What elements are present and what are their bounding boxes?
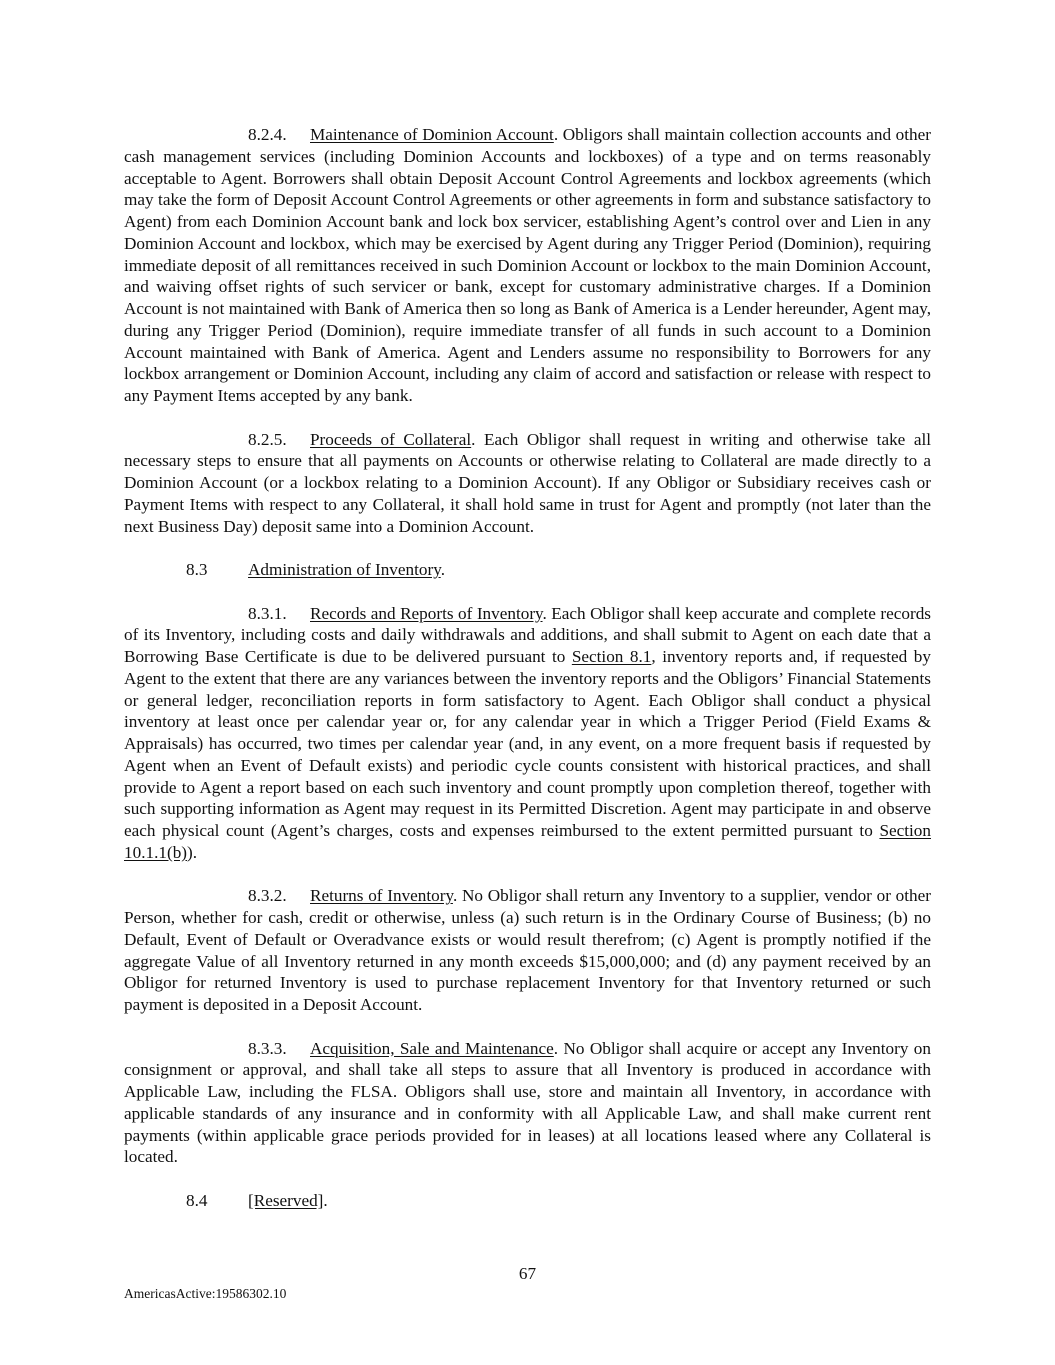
- section-number: 8.2.4.: [248, 125, 287, 144]
- document-id: AmericasActive:19586302.10: [124, 1286, 287, 1301]
- section-body-part-a: . Each Obligor shall keep accurate and complete records of its Inventory, including costs and daily withdrawals and additions, and shall submit to Agent on each date that a Borrowing Base Certificate is due to be delivered pursuant to: [124, 603, 931, 666]
- section-title-suffix: .: [440, 560, 445, 579]
- section-title-suffix: .: [323, 1190, 328, 1210]
- section-8-2-5: [124, 429, 931, 538]
- document-page: [124, 124, 931, 1233]
- section-body-part-b: , inventory reports and, if requested by Agent to the extent that there are any variances between the inventory reports and the Obligors’ Financial Statements or general ledger, reconciliation reports in form satisfactory to Agent. Each Obligor shall conduct a physical inventory at least once per calendar year or, for any calendar year in which a Trigger Period (Field Exams & Appraisals) has occurred, two times per calendar year (and, in any event, on a more frequent basis if requested by Agent when an Event of Default exists) and periodic cycle counts consistent with historical practices, and shall provide to Agent a report based on each such inventory and count promptly upon completion thereof, together with such supporting information as Agent may request in its Permitted Discretion. Agent may participate in and observe each physical count (Agent’s charges, costs and expenses reimbursed to the extent permitted pursuant to: [124, 647, 931, 840]
- section-title: Records and Reports of Inventory: [310, 603, 543, 623]
- section-title: Administration of Inventory: [248, 560, 441, 579]
- section-8-3-2: [124, 885, 931, 1016]
- section-number: 8.2.5.: [248, 429, 287, 449]
- section-8-4-heading: [124, 1190, 931, 1212]
- cross-reference-section-8-1[interactable]: Section 8.1: [571, 647, 652, 666]
- section-title: Maintenance of Dominion Account: [310, 125, 554, 144]
- section-8-2-4: [124, 124, 931, 407]
- section-8-3-heading: [124, 559, 931, 581]
- page-number: 67: [518, 1264, 537, 1283]
- section-title: Proceeds of Collateral: [310, 429, 472, 449]
- section-number: 8.4: [186, 1190, 208, 1210]
- section-body: . No Obligor shall return any Inventory to a supplier, vendor or other Person, whether for cash, credit or otherwise, unless (a) such return is in the Ordinary Course of Business; (b) no Default, Event of Default or Overadvance exists or would result therefrom; (c) Agent is promptly notified if the aggregate Value of all Inventory returned in any month exceeds $15,000,000; and (d) any payment received by an Obligor for returned Inventory is used to purchase replacement Inventory for that Inventory returned or such payment is deposited in a Deposit Account.: [124, 886, 931, 1014]
- section-number: 8.3.3.: [248, 1038, 287, 1058]
- section-body: . No Obligor shall acquire or accept any Inventory on consignment or approval, and shall take all steps to assure that all Inventory is produced in accordance with Applicable Law, including the FLSA. Obligors shall use, store and maintain all Inventory, in accordance with applicable standards of any insurance and in conformity with all Applicable Law, and shall make current rent payments (within applicable grace periods provided for in leases) at all locations leased where any Collateral is located.: [124, 1038, 931, 1167]
- section-title: [Reserved]: [248, 1190, 324, 1210]
- section-body-part-c: ).: [187, 842, 198, 862]
- section-body: . Obligors shall maintain collection accounts and other cash management services (including Dominion Accounts and lockboxes) of a type and on terms reasonably acceptable to Agent. Borrowers shall obtain Deposit Account Control Agreements and lockbox agreements (which may take the form of Deposit Account Control Agreements or other agreements in form and substance satisfactory to Agent) from each Dominion Account bank and lock box servicer, establishing Agent’s control over and Lien in any Dominion Account and lockbox, which may be exercised by Agent during any Trigger Period (Dominion), requiring immediate deposit of all remittances received in such Dominion Account or lockbox to the main Dominion Account, and waiving offset rights of such servicer or bank, except for customary administrative charges. If a Dominion Account is not maintained with Bank of America then so long as Bank of America is a Lender hereunder, Agent may, during any Trigger Period (Dominion), require immediate transfer of all funds in such account to a Dominion Account maintained with Bank of America. Agent and Lenders assume no responsibility to Borrowers for any lockbox arrangement or Dominion Account, including any claim of accord and satisfaction or release with respect to any Payment Items accepted by any bank.: [124, 125, 931, 405]
- section-body: . Each Obligor shall request in writing and otherwise take all necessary steps to ensure that all payments on Accounts or otherwise relating to Collateral are made directly to a Dominion Account (or a lockbox relating to a Dominion Account). If any Obligor or Subsidiary receives cash or Payment Items with respect to any Collateral, it shall hold same in trust for Agent and promptly (not later than the next Business Day) deposit same into a Dominion Account.: [124, 429, 931, 536]
- section-number: 8.3: [186, 560, 208, 579]
- section-number: 8.3.2.: [248, 886, 287, 906]
- section-8-3-1: [124, 603, 931, 864]
- section-title: Returns of Inventory: [310, 886, 453, 906]
- section-number: 8.3.1.: [248, 603, 287, 623]
- cross-reference-section-10-1-1-b[interactable]: Section 10.1.1(b): [124, 821, 931, 862]
- section-title: Acquisition, Sale and Maintenance: [310, 1038, 554, 1058]
- section-8-3-3: [124, 1038, 931, 1169]
